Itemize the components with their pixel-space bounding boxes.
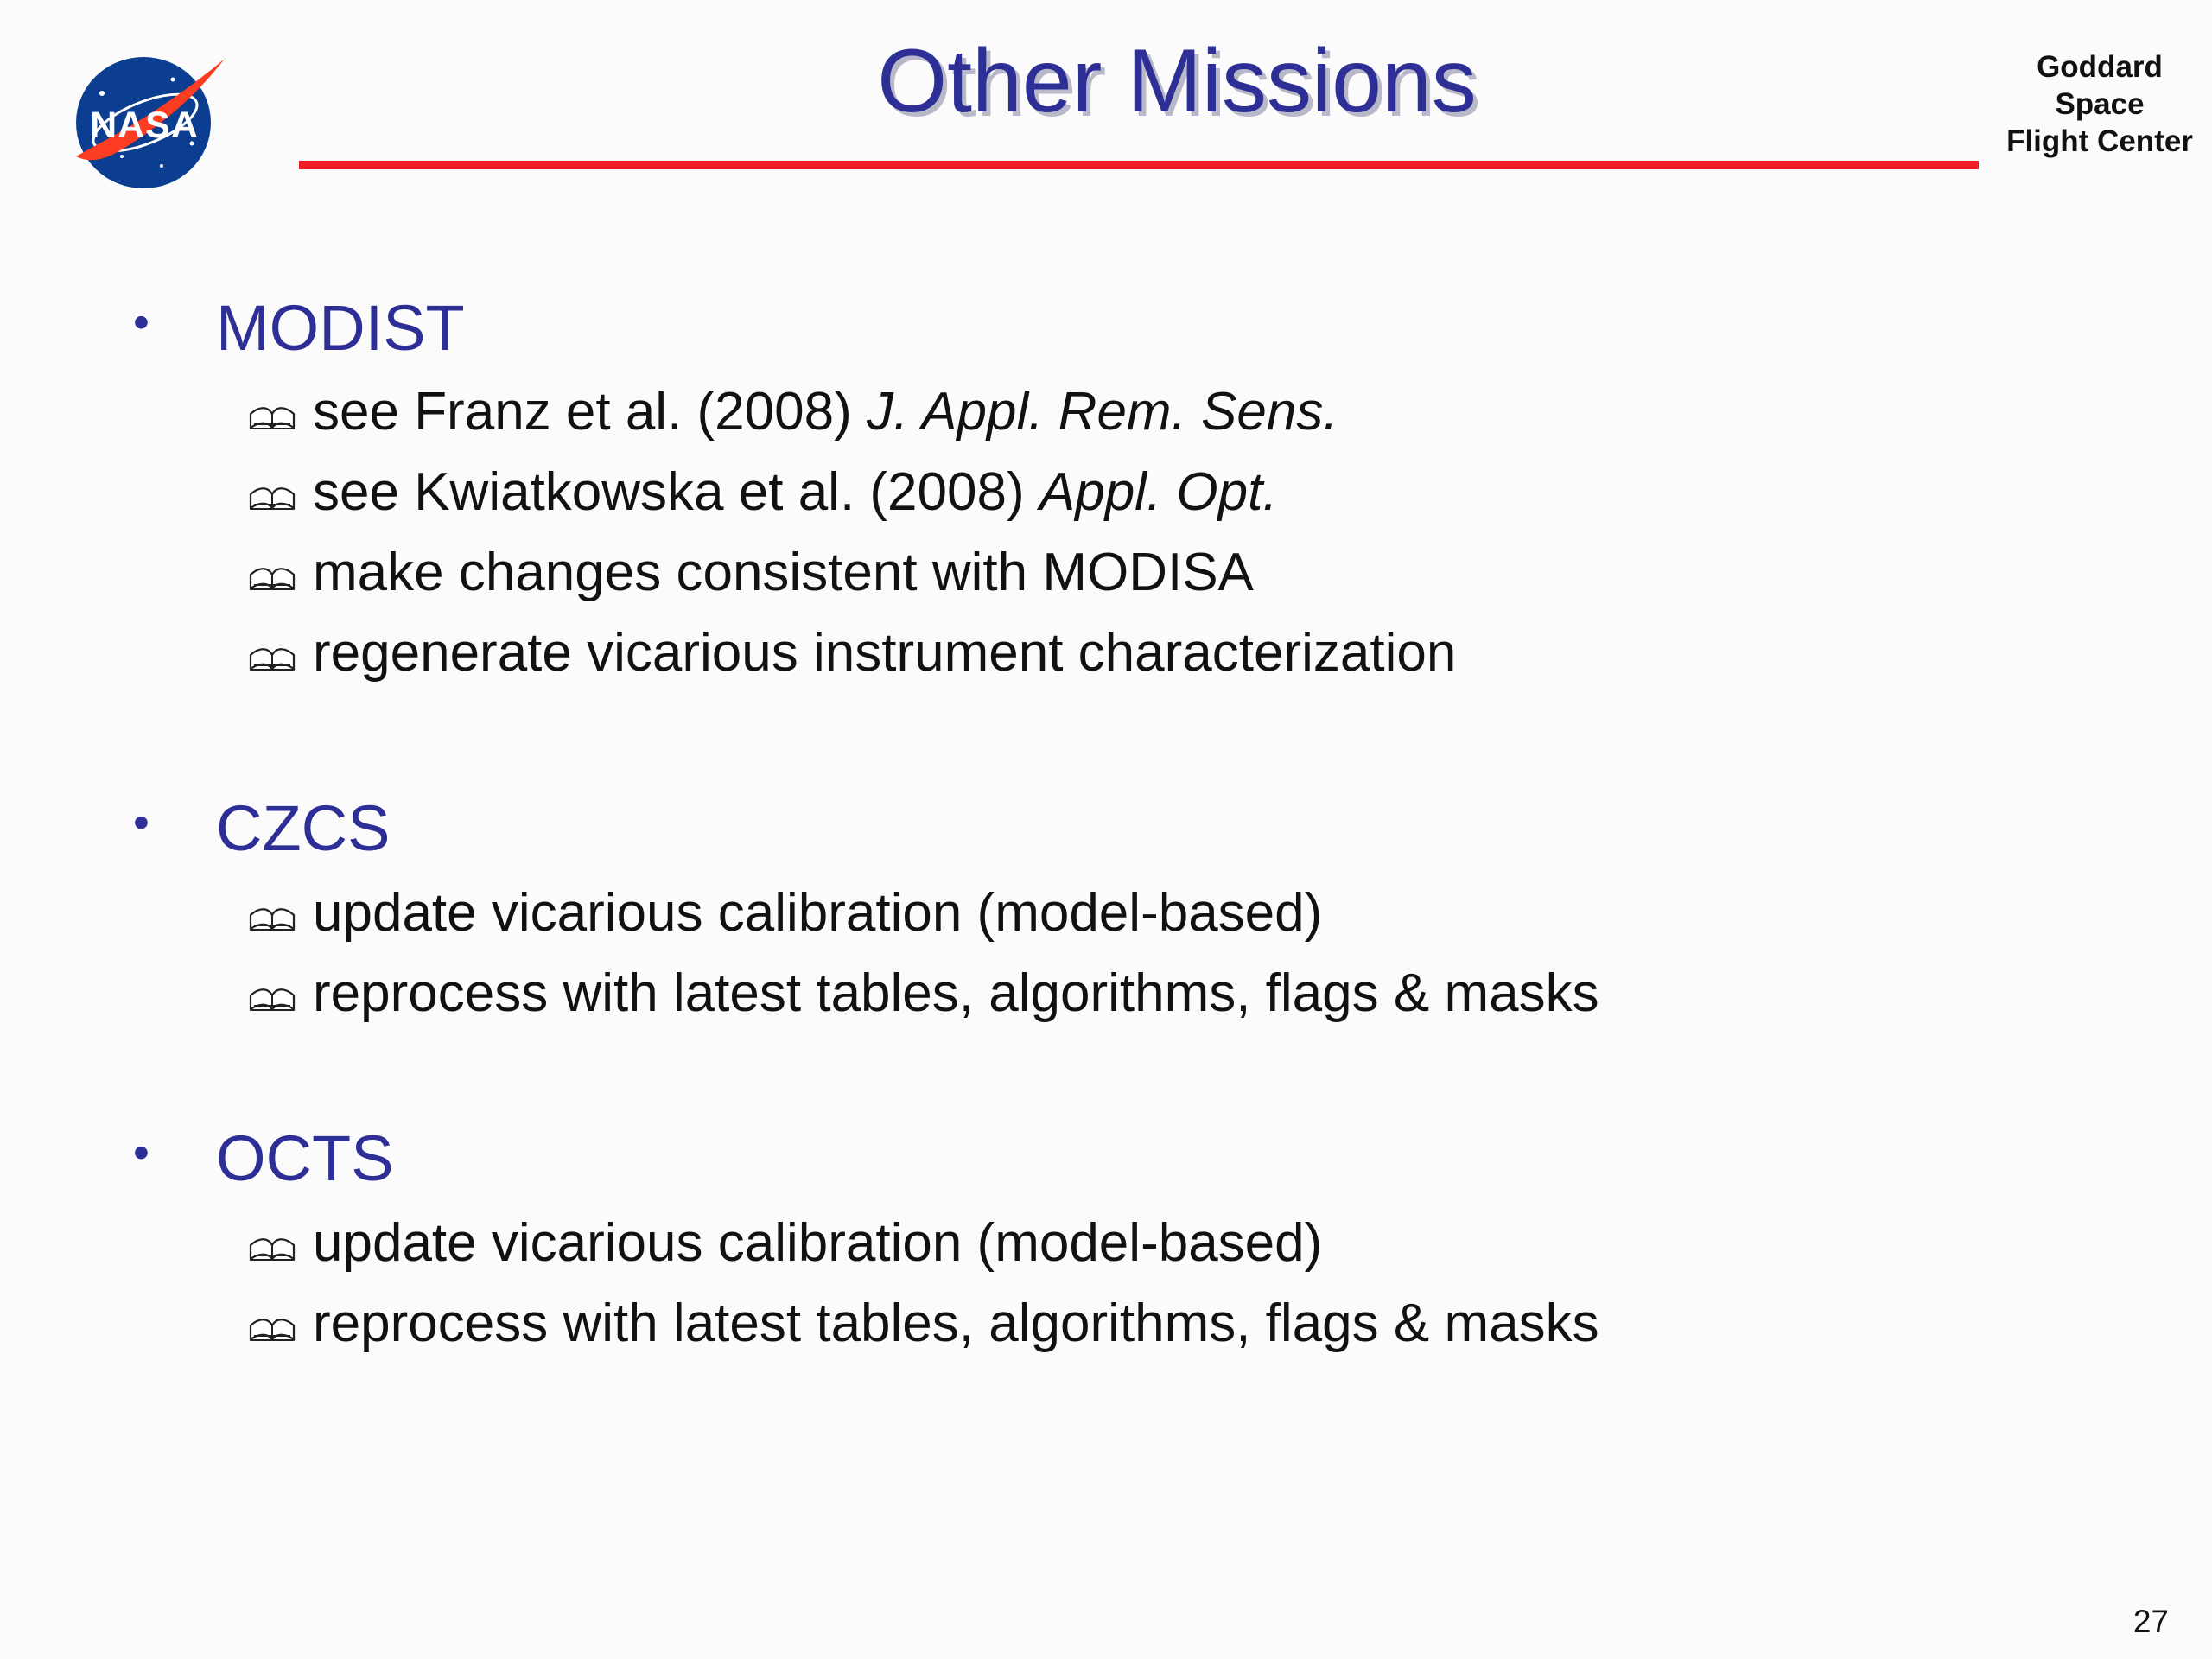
list-item-text: regenerate vicarious instrument characterization [313, 623, 1457, 683]
bullet-point: • [133, 797, 149, 849]
list-item-text: update vicarious calibration (model-based) [313, 1213, 1323, 1273]
book-icon [248, 1314, 296, 1344]
book-icon [248, 904, 296, 933]
section-title: MODIST [216, 292, 465, 364]
list-item [0, 1205, 1901, 1282]
section-title: CZCS [216, 792, 391, 864]
bullet-point: • [133, 1127, 149, 1179]
book-icon [248, 483, 296, 512]
book-icon [248, 1234, 296, 1263]
nasa-logo [69, 50, 233, 197]
center-name-line-2: Space [2055, 87, 2145, 121]
book-icon [248, 403, 296, 432]
list-item-text: make changes consistent with MODISA [313, 543, 1254, 602]
bullet-point: • [133, 296, 149, 348]
page-number: 27 [2133, 1604, 2169, 1639]
section-title: OCTS [216, 1122, 394, 1194]
journal-citation: Appl. Opt. [1039, 462, 1278, 522]
book-icon [248, 644, 296, 673]
list-item [0, 874, 1901, 952]
center-name-line-3: Flight Center [2006, 124, 2193, 158]
nasa-logo-wordmark: NASA [90, 105, 199, 146]
title-divider [299, 161, 1979, 169]
list-item-text: see Kwiatkowska et al. (2008) Appl. Opt. [313, 462, 1278, 522]
book-icon [248, 563, 296, 593]
list-item-text: reprocess with latest tables, algorithms, flags & masks [313, 1294, 1599, 1353]
list-item [0, 1285, 1901, 1363]
list-item [0, 373, 1901, 451]
center-name [1987, 48, 2212, 160]
journal-citation: J. Appl. Rem. Sens. [866, 382, 1338, 442]
list-item [0, 955, 1901, 1033]
list-item [0, 454, 1901, 531]
page-title: Other Missions [877, 31, 1477, 131]
book-icon [248, 984, 296, 1014]
list-item-text: reprocess with latest tables, algorithms, flags & masks [313, 963, 1599, 1023]
list-item [0, 534, 1901, 612]
list-item [0, 614, 1901, 692]
list-item-text: see Franz et al. (2008) J. Appl. Rem. Sens. [313, 382, 1338, 442]
list-item-text: update vicarious calibration (model-based) [313, 883, 1323, 943]
center-name-line-1: Goddard [2037, 50, 2163, 84]
